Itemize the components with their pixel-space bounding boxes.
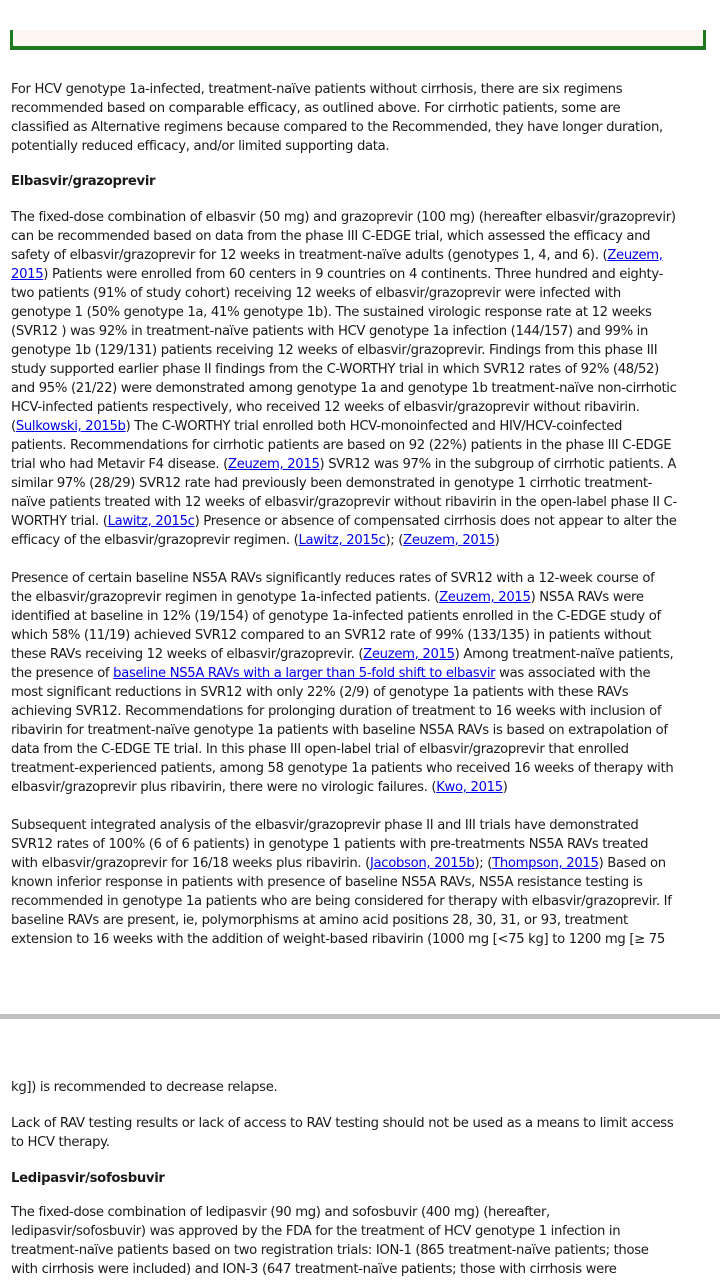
text-segment: ); ( [385, 533, 404, 548]
text-line [11, 1114, 711, 1133]
text-line [11, 360, 711, 379]
text-line [11, 702, 711, 721]
text-segment: The fixed-dose combination of ledipasvir (90 mg) and sofosbuvir (400 mg) (hereafter, [11, 1205, 550, 1220]
text-line [11, 1222, 711, 1241]
text-segment: ) Among treatment-naïve patients, [454, 647, 674, 662]
text-segment: recommended based on comparable efficacy, as outlined above. For cirrhotic patients, some are [11, 101, 621, 116]
text-segment: ) [502, 780, 508, 795]
text-line [11, 379, 711, 398]
text-segment: treatment-experienced patients, among 58 genotype 1a patients who received 16 weeks of therapy with [11, 761, 674, 776]
text-segment: The fixed-dose combination of elbasvir (50 mg) and grazoprevir (100 mg) (hereafter elbasvir/grazoprevir) [11, 210, 676, 225]
text-segment: can be recommended based on data from the phase III C-EDGE trial, which assessed the efficacy and [11, 229, 651, 244]
text-segment: classified as Alternative regimens because compared to the Recommended, they have longer duration, [11, 120, 663, 135]
text-line [11, 835, 711, 854]
text-segment: patients. Recommendations for cirrhotic patients are based on 92 (22%) patients in the phase III C-EDGE [11, 438, 672, 453]
citation-link[interactable]: 2015 [11, 267, 44, 282]
text-line [11, 930, 711, 949]
text-segment: HCV-infected patients respectively, who received 12 weeks of elbasvir/grazoprevir without ribavirin. [11, 400, 640, 415]
text-segment: genotype 1 (50% genotype 1a, 41% genotype 1b). The sustained virologic response rate at 12 weeks [11, 305, 652, 320]
text-segment: two patients (91% of study cohort) receiving 12 weeks of elbasvir/grazoprevir were infected with [11, 286, 621, 301]
text-segment: ) [494, 533, 500, 548]
text-line [11, 892, 711, 911]
text-line [11, 683, 711, 702]
paragraph-elbasvir-1 [11, 208, 711, 550]
recommendation-box-bottom [10, 30, 706, 50]
text-line [11, 873, 711, 892]
citation-link[interactable]: Zeuzem, 2015 [363, 647, 455, 662]
text-segment: the presence of [11, 666, 114, 681]
text-segment: (SVR12 ) was 92% in treatment-naïve patients with HCV genotype 1a infection (144/157) and 99% in [11, 324, 649, 339]
text-segment: ) Presence or absence of compensated cirrhosis does not appear to alter the [194, 514, 677, 529]
text-segment: ribavirin for treatment-naïve genotype 1a patients with baseline NS5A RAVs is based on extrapolation of [11, 723, 668, 738]
text-segment: genotype 1b (129/131) patients receiving 12 weeks of elbasvir/grazoprevir. Findings from this phase III [11, 343, 658, 358]
text-segment: and 95% (21/22) were demonstrated among genotype 1a and genotype 1b treatment-naïve non-cirrhotic [11, 381, 677, 396]
text-segment: ) NS5A RAVs were [530, 590, 644, 605]
text-segment: ) Patients were enrolled from 60 centers in 9 countries on 4 continents. Three hundred and eighty- [43, 267, 664, 282]
text-segment: baseline RAVs are present, ie, polymorphisms at amino acid positions 28, 30, 31, or 93, treatment [11, 913, 628, 928]
text-line [11, 778, 711, 797]
text-segment: ) SVR12 was 97% in the subgroup of cirrhotic patients. A [319, 457, 677, 472]
text-segment: SVR12 rates of 100% (6 of 6 patients) in genotype 1 patients with pre-treatments NS5A RAVs treated [11, 837, 649, 852]
text-line [11, 569, 711, 588]
text-segment: Lack of RAV testing results or lack of access to RAV testing should not be used as a means to limit access [11, 1116, 674, 1131]
text-segment: with cirrhosis were included) and ION-3 (647 treatment-naïve patients; those with cirrhosis were [11, 1262, 617, 1277]
text-line [11, 118, 711, 137]
citation-link[interactable]: Zeuzem, [607, 248, 663, 263]
text-line [11, 626, 711, 645]
text-line [11, 417, 711, 436]
text-line [11, 493, 711, 512]
section-heading-ledipasvir: Ledipasvir/sofosbuvir [11, 1171, 165, 1186]
text-segment: Subsequent integrated analysis of the elbasvir/grazoprevir phase II and III trials have demonstrated [11, 818, 639, 833]
text-segment: these RAVs receiving 12 weeks of elbasvir/grazoprevir. ( [11, 647, 364, 662]
text-segment: Presence of certain baseline NS5A RAVs significantly reduces rates of SVR12 with a 12-week course of [11, 571, 655, 586]
text-line [11, 1078, 711, 1097]
paragraph-elbasvir-2 [11, 569, 711, 797]
text-segment: to HCV therapy. [11, 1135, 110, 1150]
text-line [11, 80, 711, 99]
citation-link[interactable]: Lawitz, 2015c [107, 514, 195, 529]
paragraph-elbasvir-3 [11, 816, 711, 949]
text-segment: For HCV genotype 1a-infected, treatment-naïve patients without cirrhosis, there are six regimens [11, 82, 623, 97]
text-segment: safety of elbasvir/grazoprevir for 12 weeks in treatment-naïve adults (genotypes 1, 4, and 6). ( [11, 248, 608, 263]
text-line [11, 265, 711, 284]
section-heading-elbasvir: Elbasvir/grazoprevir [11, 174, 156, 189]
text-line [11, 645, 711, 664]
text-segment: achieving SVR12. Recommendations for prolonging duration of treatment to 16 weeks with inclusion of [11, 704, 662, 719]
page-divider [0, 1014, 720, 1019]
text-segment: elbasvir/grazoprevir plus ribavirin, there were no virologic failures. ( [11, 780, 437, 795]
paragraph-intro [11, 80, 711, 156]
text-line [11, 455, 711, 474]
text-segment: WORTHY trial. ( [11, 514, 108, 529]
text-line [11, 137, 711, 156]
citation-link[interactable]: baseline NS5A RAVs with a larger than 5-fold shift to elbasvir [113, 666, 496, 681]
citation-link[interactable]: Jacobson, 2015b [369, 856, 475, 871]
text-segment: ledipasvir/sofosbuvir) was approved by the FDA for the treatment of HCV genotype 1 infection in [11, 1224, 621, 1239]
text-line [11, 1241, 711, 1260]
citation-link[interactable]: Zeuzem, 2015 [439, 590, 531, 605]
text-segment: ) Based on [598, 856, 666, 871]
text-segment: the elbasvir/grazoprevir regimen in genotype 1a-infected patients. ( [11, 590, 440, 605]
text-segment: study supported earlier phase II findings from the C-WORTHY trial in which SVR12 rates of 92% (48/52) [11, 362, 659, 377]
text-segment: known inferior response in patients with presence of baseline NS5A RAVs, NS5A resistance testing is [11, 875, 643, 890]
citation-link[interactable]: Zeuzem, 2015 [403, 533, 495, 548]
text-line [11, 227, 711, 246]
citation-link[interactable]: Kwo, 2015 [436, 780, 503, 795]
text-segment: extension to 16 weeks with the addition of weight-based ribavirin (1000 mg [<75 kg] to 1200 mg [≥ 75 [11, 932, 665, 947]
citation-link[interactable]: Lawitz, 2015c [298, 533, 386, 548]
citation-link[interactable]: Thompson, 2015 [492, 856, 599, 871]
text-segment: ( [11, 419, 16, 434]
text-line [11, 740, 711, 759]
text-segment: ) The C-WORTHY trial enrolled both HCV-monoinfected and HIV/HCV-coinfected [125, 419, 623, 434]
text-line [11, 99, 711, 118]
text-segment: kg]) is recommended to decrease relapse. [11, 1080, 278, 1095]
text-line [11, 721, 711, 740]
text-line [11, 398, 711, 417]
text-line [11, 474, 711, 493]
text-segment: recommended in genotype 1a patients who are being considered for therapy with elbasvir/grazoprevir. If [11, 894, 672, 909]
text-line [11, 436, 711, 455]
text-line [11, 284, 711, 303]
text-line [11, 531, 711, 550]
text-line [11, 208, 711, 227]
text-line [11, 322, 711, 341]
text-segment: data from the C-EDGE TE trial. In this phase III open-label trial of elbasvir/grazoprevir that enrolled [11, 742, 629, 757]
text-segment: potentially reduced efficacy, and/or limited supporting data. [11, 139, 390, 154]
text-segment: with elbasvir/grazoprevir for 16/18 weeks plus ribavirin. ( [11, 856, 370, 871]
text-segment: similar 97% (28/29) SVR12 rate had previously been demonstrated in genotype 1 cirrhotic treatment- [11, 476, 653, 491]
text-segment: most significant reductions in SVR12 with only 22% (2/9) of genotype 1a patients with these RAVs [11, 685, 629, 700]
citation-link[interactable]: Zeuzem, 2015 [228, 457, 320, 472]
text-segment: treatment-naïve patients based on two registration trials: ION-1 (865 treatment-naïve patients; those [11, 1243, 649, 1258]
text-line [11, 911, 711, 930]
paragraph-ledipasvir [11, 1203, 711, 1279]
text-line [11, 759, 711, 778]
text-line [11, 607, 711, 626]
text-segment: trial who had Metavir F4 disease. ( [11, 457, 229, 472]
text-line [11, 512, 711, 531]
text-segment: which 58% (11/19) achieved SVR12 compared to an SVR12 rate of 99% (133/135) in patients without [11, 628, 652, 643]
text-line [11, 1260, 711, 1279]
text-line [11, 303, 711, 322]
text-line [11, 246, 711, 265]
text-line [11, 1133, 711, 1152]
text-segment: naïve patients treated with 12 weeks of elbasvir/grazoprevir without ribavirin in the open-label phase II C- [11, 495, 677, 510]
citation-link[interactable]: Sulkowski, 2015b [15, 419, 126, 434]
text-line [11, 664, 711, 683]
text-segment: efficacy of the elbasvir/grazoprevir regimen. ( [11, 533, 299, 548]
text-segment: ); ( [474, 856, 493, 871]
text-line [11, 816, 711, 835]
paragraph-continuation [11, 1078, 711, 1097]
text-line [11, 1203, 711, 1222]
text-line [11, 588, 711, 607]
text-segment: identified at baseline in 12% (19/154) of genotype 1a-infected patients enrolled in the C-EDGE study of [11, 609, 661, 624]
text-line [11, 341, 711, 360]
text-line [11, 854, 711, 873]
text-segment: was associated with the [495, 666, 651, 681]
paragraph-rav-testing [11, 1114, 711, 1152]
